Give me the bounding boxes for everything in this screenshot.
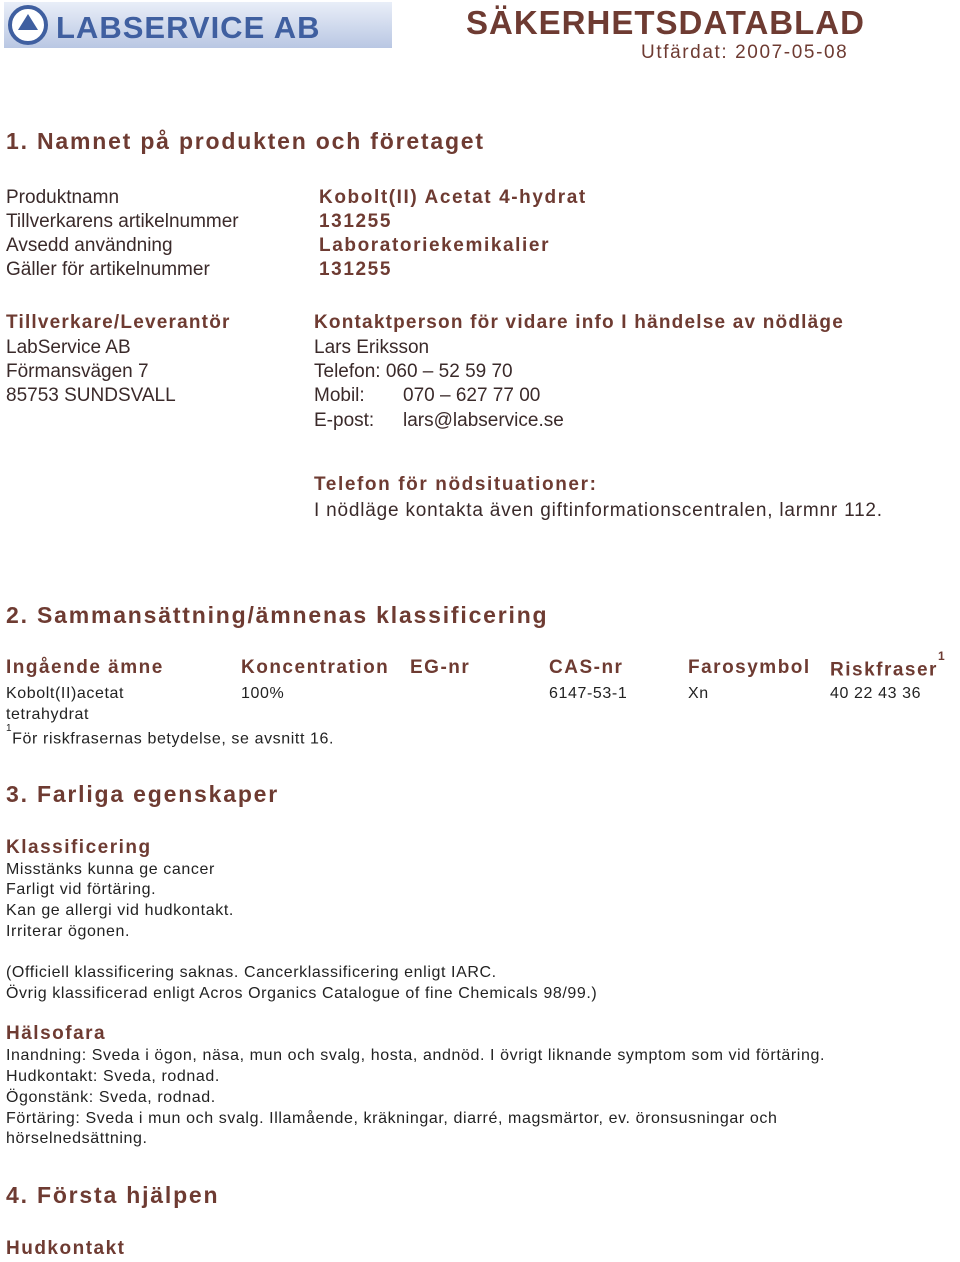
applies-article-value: 131255 (319, 259, 393, 280)
classification-note: Övrig klassificerad enligt Acros Organics Catalogue of fine Chemicals 98/99.) (6, 985, 598, 1002)
health-hazard-heading: Hälsofara (6, 1023, 107, 1044)
section-3-heading: 3. Farliga egenskaper (6, 781, 280, 807)
intended-use-value: Laboratoriekemikalier (319, 235, 551, 256)
field-label: Tillverkarens artikelnummer (6, 211, 239, 232)
document-title: SÄKERHETSDATABLAD (466, 4, 865, 41)
article-number-value: 131255 (319, 211, 393, 232)
field-label: Produktnamn (6, 187, 120, 208)
health-line: Ögonstänk: Sveda, rodnad. (6, 1089, 216, 1106)
supplier-line: LabService AB (6, 337, 131, 358)
contact-mobile: 070 – 627 77 00 (403, 385, 541, 406)
logo-graphic (4, 2, 392, 48)
section-2-heading: 2. Sammansättning/ämnenas klassificering (6, 602, 549, 628)
health-line: Hudkontakt: Sveda, rodnad. (6, 1068, 220, 1085)
svg-text:LABSERVICE AB: LABSERVICE AB (56, 10, 321, 45)
classification-heading: Klassificering (6, 837, 152, 858)
contact-email-label: E-post: (314, 410, 375, 431)
column-header-eg: EG-nr (410, 657, 471, 678)
classification-note: (Officiell klassificering saknas. Cancerklassificering enligt IARC. (6, 964, 497, 981)
contact-phone: Telefon: 060 – 52 59 70 (314, 361, 513, 382)
product-name-value: Kobolt(II) Acetat 4-hydrat (319, 187, 587, 208)
contact-heading: Kontaktperson för vidare info I händelse av nödläge (314, 312, 844, 333)
company-logo (4, 2, 392, 48)
column-header-concentration: Koncentration (241, 657, 390, 678)
table-footnote: $^1$För riskfrasernas betydelse, se avsnitt 16. (6, 723, 335, 748)
column-header-substance: Ingående ämne (6, 657, 164, 678)
table-cell-risk: 40 22 43 36 (830, 685, 922, 702)
section-1-heading: 1. Namnet på produkten och företaget (6, 128, 485, 154)
classification-line: Irriterar ögonen. (6, 923, 131, 940)
emergency-heading: Telefon för nödsituationer: (314, 474, 598, 495)
classification-line: Farligt vid förtäring. (6, 881, 157, 898)
table-cell-symbol: Xn (688, 685, 709, 702)
field-label: Gäller för artikelnummer (6, 259, 210, 280)
field-label: Avsedd användning (6, 235, 173, 256)
table-cell-concentration: 100% (241, 685, 285, 702)
footnote-number: 1 (6, 723, 13, 734)
footnote-marker: 1 (937, 649, 947, 663)
column-header-symbol: Farosymbol (688, 657, 811, 678)
contact-mobile-label: Mobil: (314, 385, 365, 406)
classification-line: Misstänks kunna ge cancer (6, 861, 215, 878)
contact-email-link[interactable]: lars@labservice.se (403, 410, 564, 431)
issue-date: Utfärdat: 2007-05-08 (641, 42, 849, 63)
column-header-risk: Riskfraser$^1$ (830, 649, 947, 681)
column-header-cas: CAS-nr (549, 657, 624, 678)
table-cell-cas: 6147-53-1 (549, 685, 628, 702)
table-cell-substance: Kobolt(II)acetat (6, 685, 125, 702)
health-line: Inandning: Sveda i ögon, näsa, mun och svalg, hosta, andnöd. I övrigt liknande symptom som vid förtäring. (6, 1047, 825, 1064)
table-cell-substance-cont: tetrahydrat (6, 706, 90, 723)
skin-contact-heading: Hudkontakt (6, 1238, 126, 1259)
section-4-heading: 4. Första hjälpen (6, 1182, 220, 1208)
health-line: Förtäring: Sveda i mun och svalg. Illamående, kräkningar, diarré, magsmärtor, ev. öronsusningar och (6, 1110, 778, 1127)
supplier-heading: Tillverkare/Leverantör (6, 312, 231, 333)
supplier-line: 85753 SUNDSVALL (6, 385, 176, 406)
supplier-line: Förmansvägen 7 (6, 361, 149, 382)
emergency-text: I nödläge kontakta även giftinformationscentralen, larmnr 112. (314, 500, 883, 521)
classification-line: Kan ge allergi vid hudkontakt. (6, 902, 234, 919)
health-line: hörselnedsättning. (6, 1130, 148, 1147)
contact-name: Lars Eriksson (314, 337, 430, 358)
